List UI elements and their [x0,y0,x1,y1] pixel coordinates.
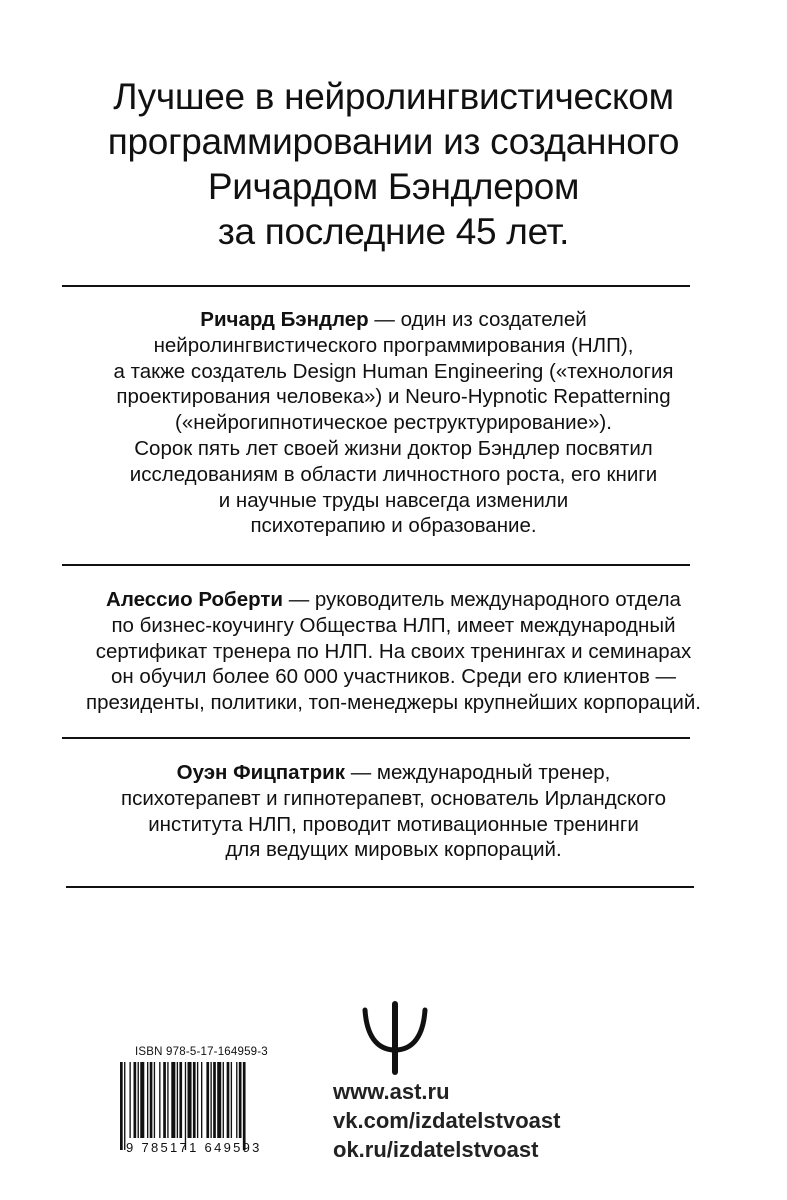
barcode-bar [217,1062,221,1138]
bio-line: института НЛП, проводит мотивационные тренинги [148,812,639,836]
barcode-bar [179,1062,182,1138]
barcode-bar [197,1062,198,1138]
divider [62,564,690,566]
barcode-bar [147,1062,148,1138]
bio-line: психотерапевт и гипнотерапевт, основатель Ирландского [121,786,666,810]
barcode-bar [239,1062,242,1138]
bio-first-line: Ричард Бэндлер — один из создателей [200,308,587,331]
bio-line: для ведущих мировых корпораций. [225,838,562,862]
bio-line: президенты, политики, топ-менеджеры крупнейших корпораций. [86,691,701,715]
barcode-bar [188,1062,192,1138]
divider [66,886,694,888]
author-name: Оуэн Фицпатрик [176,761,346,784]
barcode-bar [124,1062,125,1150]
bio-line: а также создатель Design Human Engineering («технология [113,359,674,383]
barcode-bar [193,1062,196,1138]
barcode-bar [140,1062,144,1138]
barcode-bar [231,1062,232,1138]
bio-line: сертификат тренера по НЛП. На своих тренингах и семинарах [95,639,692,663]
bio-line: Сорок пять лет своей жизни доктор Бэндлер посвятил [134,436,653,460]
bio-line: нейролингвистического программирования (НЛП), [153,333,634,357]
isbn-label: ISBN 978-5-17-164959-3 [135,1046,268,1058]
barcode-bar [243,1062,246,1150]
bio-line: проектирования человека») и Neuro-Hypnotic Repatterning [116,385,671,409]
bio-line: психотерапию и образование. [250,514,537,538]
barcode-bar [213,1062,216,1138]
barcode-bar [185,1062,186,1150]
author-name: Алессио Роберти [106,588,283,611]
divider [62,737,690,739]
barcode-bar [171,1062,175,1138]
bio-line: и научные труды навсегда изменили [218,488,569,512]
publisher-links [333,1077,560,1164]
author-bio-bandler [0,307,787,539]
barcode-bar [129,1062,130,1138]
author-bio-roberti [0,587,787,716]
headline-line: программировании из созданного [107,121,680,162]
barcode-bar [150,1062,153,1138]
barcode-bar [134,1062,137,1138]
bio-first-line: Оуэн Фицпатрик — международный тренер, [176,761,611,784]
headline-line: Ричардом Бэндлером [207,166,580,207]
barcode-bar [223,1062,224,1138]
psi-icon [355,990,435,1080]
link-vk[interactable]: vk.com/izdatelstvoast [333,1108,561,1133]
barcode-bar [167,1062,168,1138]
headline [0,74,787,254]
link-ok[interactable]: ok.ru/izdatelstvoast [333,1137,539,1162]
bio-line: по бизнес-коучингу Общества НЛП, имеет международный [111,613,676,637]
bio-first-line: Алессио Роберти — руководитель международного отдела [106,588,681,611]
barcode-bar [177,1062,178,1138]
barcode-bar [138,1062,139,1138]
headline-line: Лучшее в нейролингвистическом [113,76,674,117]
headline-line: за последние 45 лет. [217,211,570,252]
bio-line: («нейрогипнотическое реструктурирование»). [175,411,612,435]
barcode-bar [201,1062,202,1138]
barcode-bar [206,1062,209,1138]
barcode-bar [159,1062,160,1138]
barcode-bar [120,1062,123,1150]
barcode-digits: 9 785171 649593 [126,1140,262,1155]
barcode-bar [227,1062,230,1138]
author-name: Ричард Бэндлер [200,308,369,331]
bio-line: исследованиям в области личностного роста, его книги [129,462,658,486]
bio-line: он обучил более 60 000 участников. Среди его клиентов — [110,665,677,689]
barcode-bar [210,1062,211,1138]
divider [62,285,690,287]
barcode-bar [154,1062,155,1138]
link-website[interactable]: www.ast.ru [333,1079,450,1104]
author-bio-fitzpatrick [0,760,787,863]
barcode-bar [236,1062,237,1138]
barcode-bar [163,1062,166,1138]
